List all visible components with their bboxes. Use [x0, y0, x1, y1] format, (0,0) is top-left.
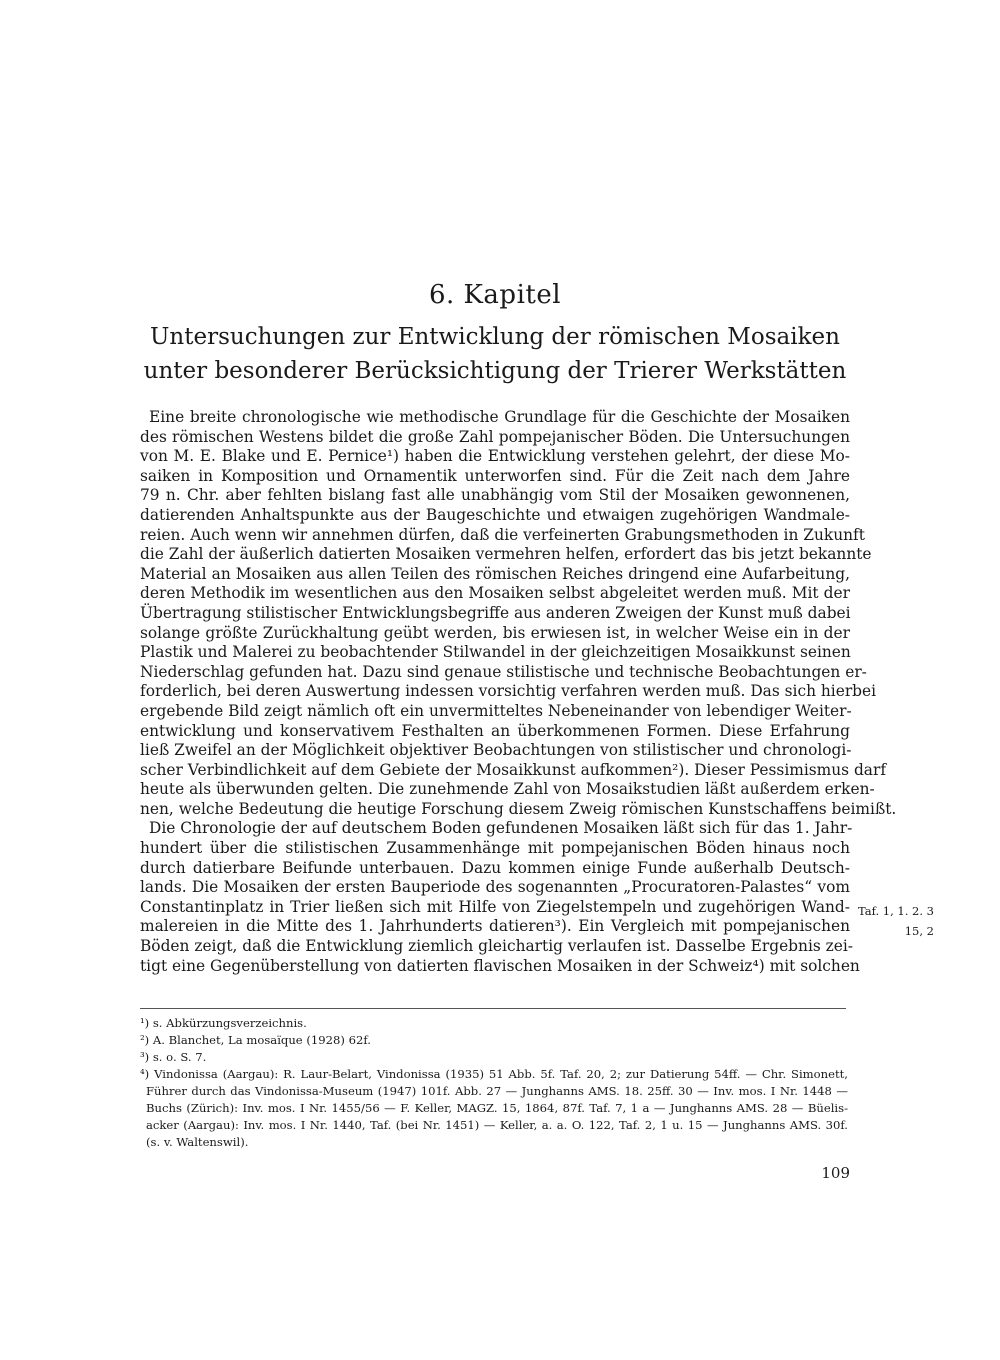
body-line: saiken in Komposition und Ornamentik unterworfen sind. Für die Zeit nach dem Jahre — [140, 466, 850, 485]
chapter-title — [140, 320, 850, 388]
body-line: malereien in die Mitte des 1. Jahrhunderts datieren³). Ein Vergleich mit pompejanischen — [140, 917, 850, 936]
footnotes — [140, 1015, 848, 1151]
body-line: Die Chronologie der auf deutschem Boden gefundenen Mosaiken läßt sich für das 1. Jahr- — [149, 819, 853, 838]
page-number: 109 — [821, 1164, 850, 1182]
body-line: die Zahl der äußerlich datierten Mosaiken vermehren helfen, erfordert das bis jetzt bekannte — [140, 545, 872, 564]
footnote-divider — [140, 1008, 846, 1009]
footnote-line: ⁴) Vindonissa (Aargau): R. Laur-Belart, Vindonissa (1935) 51 Abb. 5f. Taf. 20, 2; zur Datierung 54ff. — Chr. Simonett, — [140, 1067, 848, 1081]
footnote-line: acker (Aargau): Inv. mos. I Nr. 1440, Taf. (bei Nr. 1451) — Keller, a. a. O. 122, Taf. 2, 1 u. 15 — Junghanns AMS. 30f. — [146, 1118, 848, 1132]
body-line: nen, welche Bedeutung die heutige Forschung diesem Zweig römischen Kunstschaffens beimißt. — [140, 799, 897, 818]
footnote-line: (s. v. Waltenswil). — [146, 1135, 249, 1149]
footnote-line: ¹) s. Abkürzungsverzeichnis. — [140, 1016, 307, 1030]
body-line: solange größte Zurückhaltung geübt werden, bis erwiesen ist, in welcher Weise ein in der — [140, 623, 850, 642]
body-line: des römischen Westens bildet die große Zahl pompejanischer Böden. Die Untersuchungen — [140, 427, 850, 446]
body-line: tigt eine Gegenüberstellung von datierten flavischen Mosaiken in der Schweiz⁴) mit solchen — [140, 956, 860, 975]
footnote-line: ²) A. Blanchet, La mosaïque (1928) 62f. — [140, 1033, 371, 1047]
body-line: scher Verbindlichkeit auf dem Gebiete der Mosaikkunst aufkommen²). Dieser Pessimismus darf — [140, 760, 887, 779]
body-line: datierenden Anhaltspunkte aus der Baugeschichte und etwaigen zugehörigen Wandmale- — [140, 505, 850, 524]
body-line: hundert über die stilistischen Zusammenhänge mit pompejanischen Böden hinaus noch — [140, 839, 850, 858]
body-line: ergebende Bild zeigt nämlich oft ein unvermitteltes Nebeneinander von lebendiger Weiter- — [140, 701, 852, 720]
body-line: Material an Mosaiken aus allen Teilen des römischen Reiches dringend eine Aufarbeitung, — [140, 564, 850, 583]
body-line: Übertragung stilistischer Entwicklungsbegriffe aus anderen Zweigen der Kunst muß dabei — [140, 603, 851, 622]
chapter-title-line: Untersuchungen zur Entwicklung der römischen Mosaiken — [150, 324, 840, 350]
body-line: durch datierbare Beifunde unterbauen. Dazu kommen einige Funde außerhalb Deutsch- — [140, 858, 850, 877]
body-line: Constantinplatz in Trier ließen sich mit Hilfe von Ziegelstempeln und zugehörigen Wand- — [140, 897, 850, 916]
body-line: deren Methodik im wesentlichen aus den Mosaiken selbst abgeleitet werden muß. Mit der — [140, 584, 850, 603]
footnote-line: ³) s. o. S. 7. — [140, 1050, 207, 1064]
body-line: forderlich, bei deren Auswertung indessen vorsichtig verfahren werden muß. Das sich hierbei — [140, 682, 877, 701]
chapter-title-line: unter besonderer Berücksichtigung der Trierer Werkstätten — [143, 358, 847, 384]
body-line: entwicklung und konservativem Festhalten an überkommenen Formen. Diese Erfahrung — [140, 721, 850, 740]
body-line: ließ Zweifel an der Möglichkeit objektiver Beobachtungen von stilistischer und chronologi- — [140, 741, 852, 760]
body-line: 79 n. Chr. aber fehlten bislang fast alle unabhängig vom Stil der Mosaiken gewonnenen, — [140, 486, 850, 505]
margin-note-plate-ref: Taf. 1, 1. 2. 3 — [858, 904, 934, 918]
body-line: Niederschlag gefunden hat. Dazu sind genaue stilistische und technische Beobachtungen er- — [140, 662, 867, 681]
body-line: Plastik und Malerei zu beobachtender Stilwandel in der gleichzeitigen Mosaikkunst seinen — [140, 643, 851, 662]
footnote-line: Buchs (Zürich): Inv. mos. I Nr. 1455/56 — F. Keller, MAGZ. 15, 1864, 87f. Taf. 7, 1 a — Junghanns AMS. 28 — Büelis- — [146, 1101, 848, 1115]
body-line: von M. E. Blake und E. Pernice¹) haben die Entwicklung verstehen gelehrt, der diese Mo- — [140, 447, 850, 466]
margin-note-plate-ref: 15, 2 — [904, 924, 934, 938]
chapter-heading: 6. Kapitel — [428, 280, 562, 310]
body-line: reien. Auch wenn wir annehmen dürfen, daß die verfeinerten Grabungsmethoden in Zukunft — [140, 525, 865, 544]
body-line: lands. Die Mosaiken der ersten Bauperiode des sogenannten „Procuratoren-Palastes“ vom — [140, 878, 850, 897]
body-line: Eine breite chronologische wie methodische Grundlage für die Geschichte der Mosaiken — [149, 408, 850, 426]
footnote-line: Führer durch das Vindonissa-Museum (1947) 101f. Abb. 27 — Junghanns AMS. 18. 25ff. 30 — Inv. mos. I Nr. 1448 — — [146, 1084, 848, 1098]
body-line: Böden zeigt, daß die Entwicklung ziemlich gleichartig verlaufen ist. Dasselbe Ergebnis zei- — [140, 937, 853, 956]
body-line: heute als überwunden gelten. Die zunehmende Zahl von Mosaikstudien läßt außerdem erken- — [140, 780, 875, 799]
